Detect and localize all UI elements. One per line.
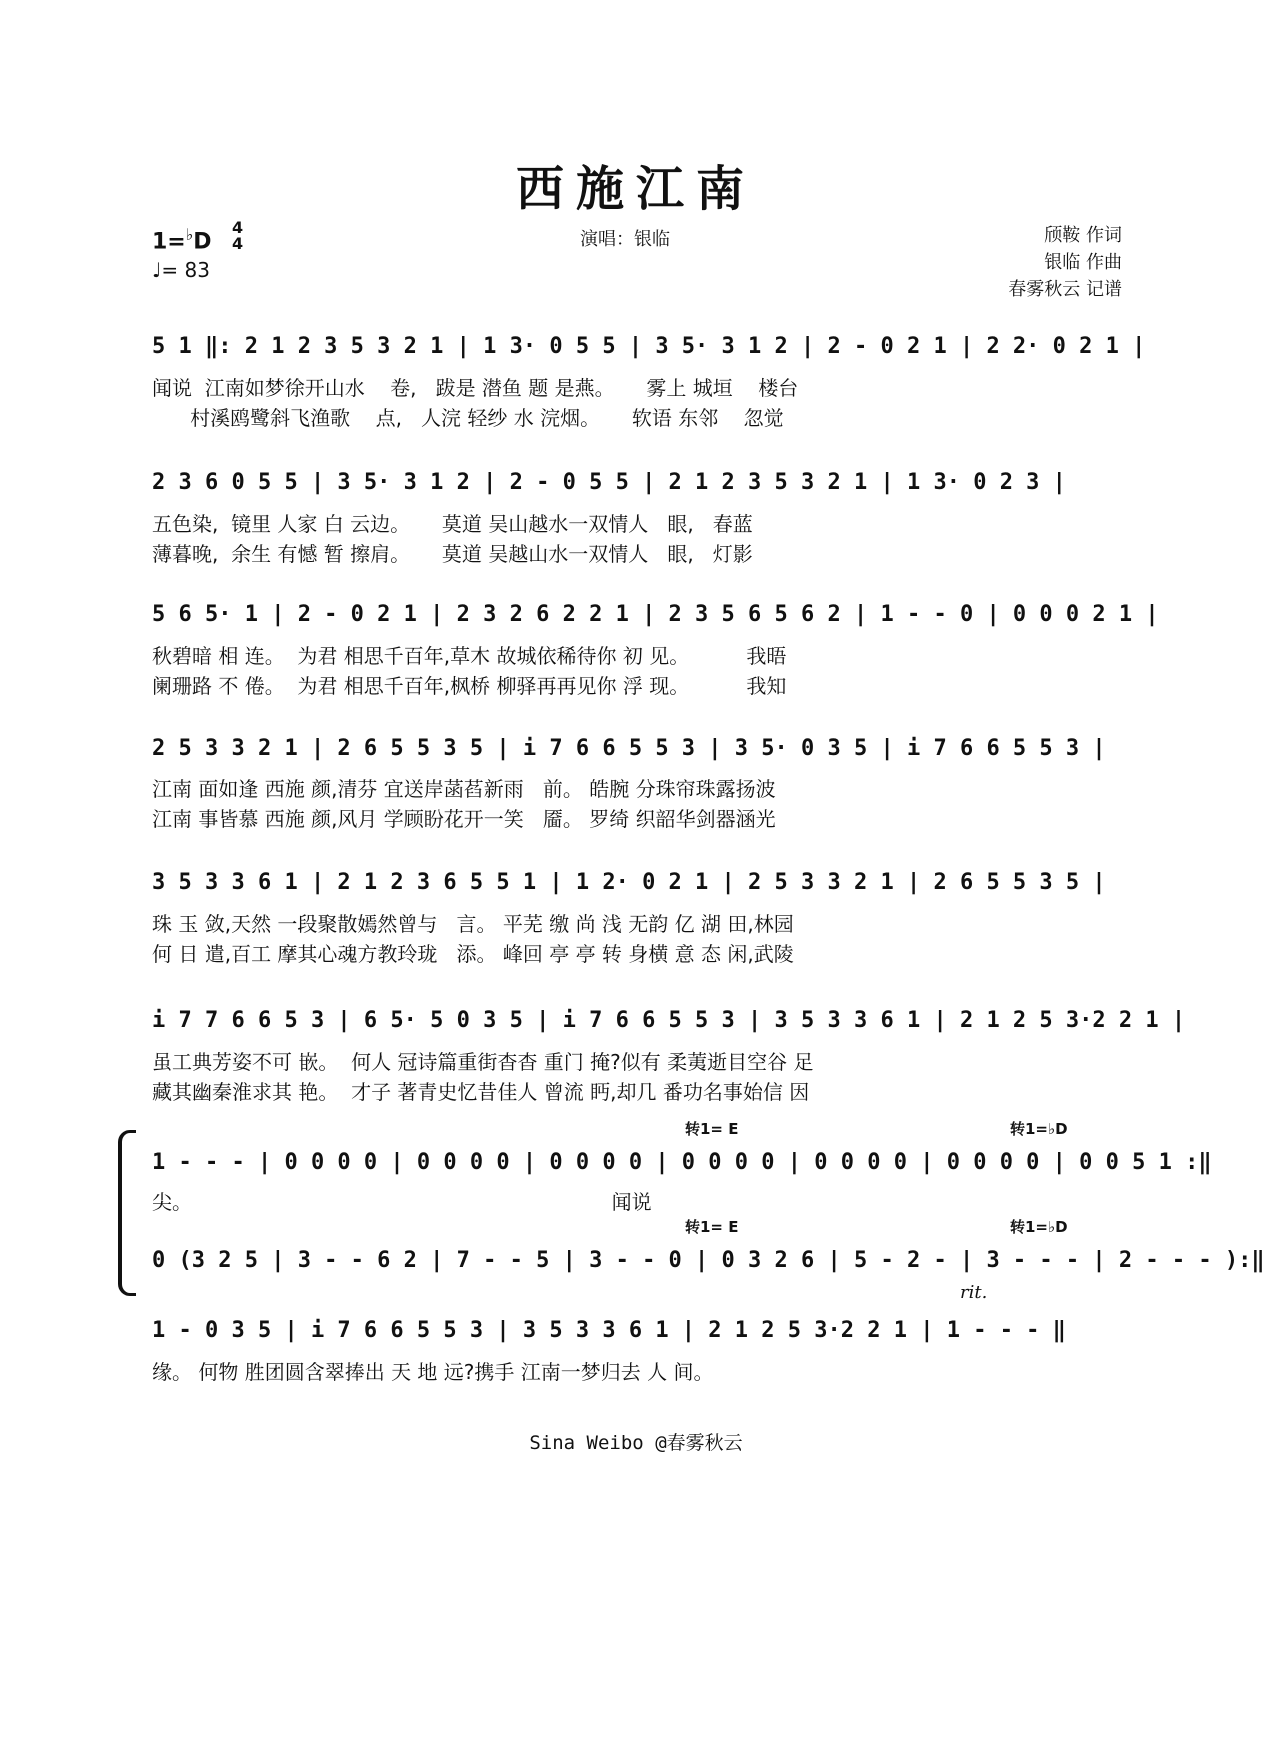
key-signature xyxy=(152,225,212,254)
tempo-marking: ♩= 83 xyxy=(152,258,210,282)
modulation-mark: 转1=♭D xyxy=(1010,1120,1068,1138)
key-label: 1= xyxy=(152,229,186,255)
lyricist-credit: 颀鞍 作词 xyxy=(1044,225,1122,246)
song-title: 西施江南 xyxy=(515,161,756,217)
flat-sign: ♭ xyxy=(185,225,194,244)
ritardando-mark: rit. xyxy=(960,1282,988,1303)
notation-line: 1 - 0 3 5 | i 7 6 6 5 5 3 | 3 5 3 3 6 1 | 2 1 2 5 3·2 2 1 | 1 - - - ‖ xyxy=(152,1318,1066,1343)
lyric-line: 江南 事皆慕 西施 颜,风月 学顾盼花开一笑 靥。 罗绮 织韶华剑器涵光 xyxy=(152,807,776,831)
notation-line: 5 6 5· 1 | 2 - 0 2 1 | 2 3 2 6 2 2 1 | 2 3 5 6 5 6 2 | 1 - - 0 | 0 0 0 2 1 | xyxy=(152,602,1159,627)
system-brace xyxy=(118,1130,136,1296)
notation-line: 2 5 3 3 2 1 | 2 6 5 5 3 5 | i 7 6 6 5 5 3 | 3 5· 0 3 5 | i 7 6 6 5 5 3 | xyxy=(152,736,1106,761)
lyric-line: 珠 玉 敛,天然 一段聚散嫣然曾与 言。 平芜 缴 尚 浅 无韵 亿 湖 田,林园 xyxy=(152,912,794,936)
time-signature xyxy=(232,220,243,252)
lyric-line: 缘。 何物 胜团圆含翠捧出 天 地 远?携手 江南一梦归去 人 间。 xyxy=(152,1360,714,1384)
singer-credit: 演唱：银临 xyxy=(580,229,670,250)
notation-line: 3 5 3 3 6 1 | 2 1 2 3 6 5 5 1 | 1 2· 0 2 1 | 2 5 3 3 2 1 | 2 6 5 5 3 5 | xyxy=(152,870,1106,895)
lyric-line: 秋碧暗 相 连。 为君 相思千百年,草木 故城依稀待你 初 见。 我晤 xyxy=(152,644,787,668)
lyric-line: 薄暮晚, 余生 有憾 暂 擦肩。 莫道 吴越山水一双情人 眼, 灯影 xyxy=(152,542,753,566)
modulation-mark: 转1= E xyxy=(685,1120,739,1138)
notation-line: 5 1 ‖: 2 1 2 3 5 3 2 1 | 1 3· 0 5 5 | 3 5· 3 1 2 | 2 - 0 2 1 | 2 2· 0 2 1 | xyxy=(152,334,1146,359)
modulation-mark: 转1= E xyxy=(685,1218,739,1236)
modulation-mark: 转1=♭D xyxy=(1010,1218,1068,1236)
notation-line: i 7 7 6 6 5 3 | 6 5· 5 0 3 5 | i 7 6 6 5 5 3 | 3 5 3 3 6 1 | 2 1 2 5 3·2 2 1 | xyxy=(152,1008,1186,1033)
lyric-line: 藏其幽秦淮求其 艳。 才子 著青史忆昔佳人 曾流 眄,却几 番功名事始信 因 xyxy=(152,1080,810,1104)
credits-block xyxy=(1008,222,1122,303)
notation-line: 0 (3 2 5 | 3 - - 6 2 | 7 - - 5 | 3 - - 0 | 0 3 2 6 | 5 - 2 - | 3 - - - | 2 - - - ):‖ xyxy=(152,1248,1265,1273)
lyric-line: 闻说 江南如梦徐开山水 卷, 跋是 潜鱼 题 是燕。 雾上 城垣 楼台 xyxy=(152,376,799,400)
lyric-line: 尖。 闻说 xyxy=(152,1190,652,1214)
transcriber-credit: 春雾秋云 记谱 xyxy=(1008,279,1122,300)
notation-line: 1 - - - | 0 0 0 0 | 0 0 0 0 | 0 0 0 0 | 0 0 0 0 | 0 0 0 0 | 0 0 0 0 | 0 0 5 1 :‖ xyxy=(152,1150,1212,1175)
lyric-line: 何 日 遣,百工 摩其心魂方教玲珑 添。 峰回 亭 亭 转 身横 意 态 闲,武陵 xyxy=(152,942,794,966)
source-credit: Sina Weibo @春雾秋云 xyxy=(529,1432,743,1454)
lyric-line: 五色染, 镜里 人家 白 云边。 莫道 吴山越水一双情人 眼, 春蓝 xyxy=(152,512,753,536)
notation-line: 2 3 6 0 5 5 | 3 5· 3 1 2 | 2 - 0 5 5 | 2 1 2 3 5 3 2 1 | 1 3· 0 2 3 | xyxy=(152,470,1066,495)
lyric-line: 村溪鸥鹭斜飞渔歌 点, 人浣 轻纱 水 浣烟。 软语 东邻 忽觉 xyxy=(152,406,784,430)
meter-bottom: 4 xyxy=(232,234,244,253)
key-note: D xyxy=(193,229,212,255)
lyric-line: 江南 面如逢 西施 颜,清芬 宜送岸菡萏新雨 前。 皓腕 分珠帘珠露扬波 xyxy=(152,777,776,801)
lyric-line: 阑珊路 不 倦。 为君 相思千百年,枫桥 柳驿再再见你 浮 现。 我知 xyxy=(152,674,787,698)
composer-credit: 银临 作曲 xyxy=(1044,252,1122,273)
lyric-line: 虽工典芳姿不可 嵌。 何人 冠诗篇重街杳杳 重门 掩?似有 柔荑逝目空谷 足 xyxy=(152,1050,814,1074)
meter-top: 4 xyxy=(232,218,244,237)
